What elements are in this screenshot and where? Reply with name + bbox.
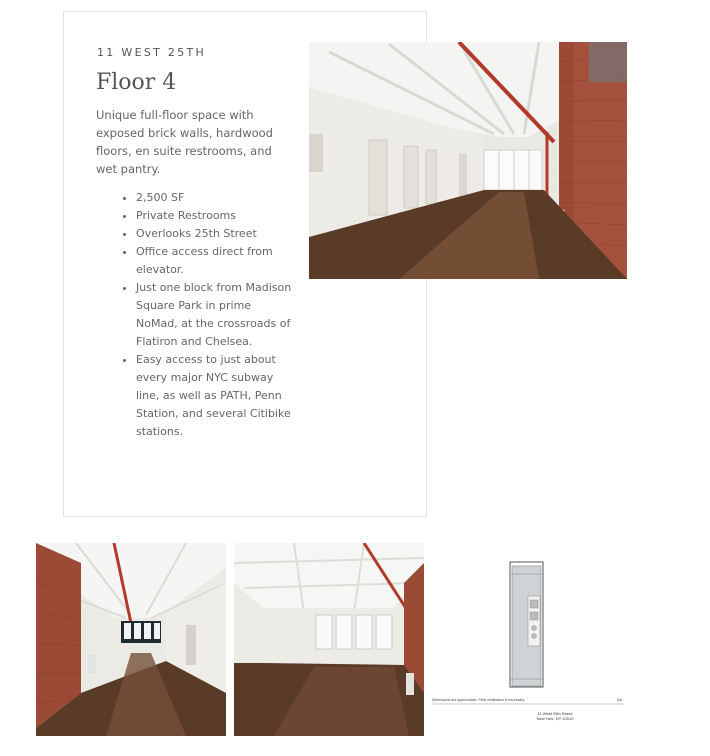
interior-photo-2[interactable] bbox=[234, 543, 424, 736]
floor-description: Unique full-floor space with exposed brick walls, hardwood floors, en suite restrooms, and wet pantry. bbox=[96, 108, 273, 176]
feature-item: • Overlooks 25th Street bbox=[136, 225, 296, 243]
feature-list bbox=[118, 189, 296, 441]
floor-plan-disclaimer: Dimensions are approximate. Field verification is necessary. bbox=[432, 698, 525, 702]
feature-item: • Just one block from Madison Square Park in prime NoMad, at the crossroads of Flatiron and Chelsea. bbox=[136, 279, 296, 351]
interior-photo-1[interactable] bbox=[36, 543, 226, 736]
floor-plan-label: Del bbox=[617, 698, 623, 702]
floor-title: Floor 4 bbox=[96, 70, 177, 95]
feature-item: • 2,500 SF bbox=[136, 189, 296, 207]
feature-item: • Easy access to just about every major NYC subway line, as well as PATH, Penn Station, and several Citibike stations. bbox=[136, 351, 296, 441]
floor-plan-address-line-2: New York, NY 10010 bbox=[536, 716, 574, 721]
feature-item: • Private Restrooms bbox=[136, 207, 296, 225]
feature-item: • Office access direct from elevator. bbox=[136, 243, 296, 279]
building-address: 11 WEST 25TH bbox=[97, 46, 207, 59]
main-interior-photo[interactable] bbox=[309, 42, 627, 279]
floor-plan-address-line-1: 11 West 25th Street bbox=[537, 711, 573, 716]
floor-plan-address bbox=[510, 711, 600, 721]
